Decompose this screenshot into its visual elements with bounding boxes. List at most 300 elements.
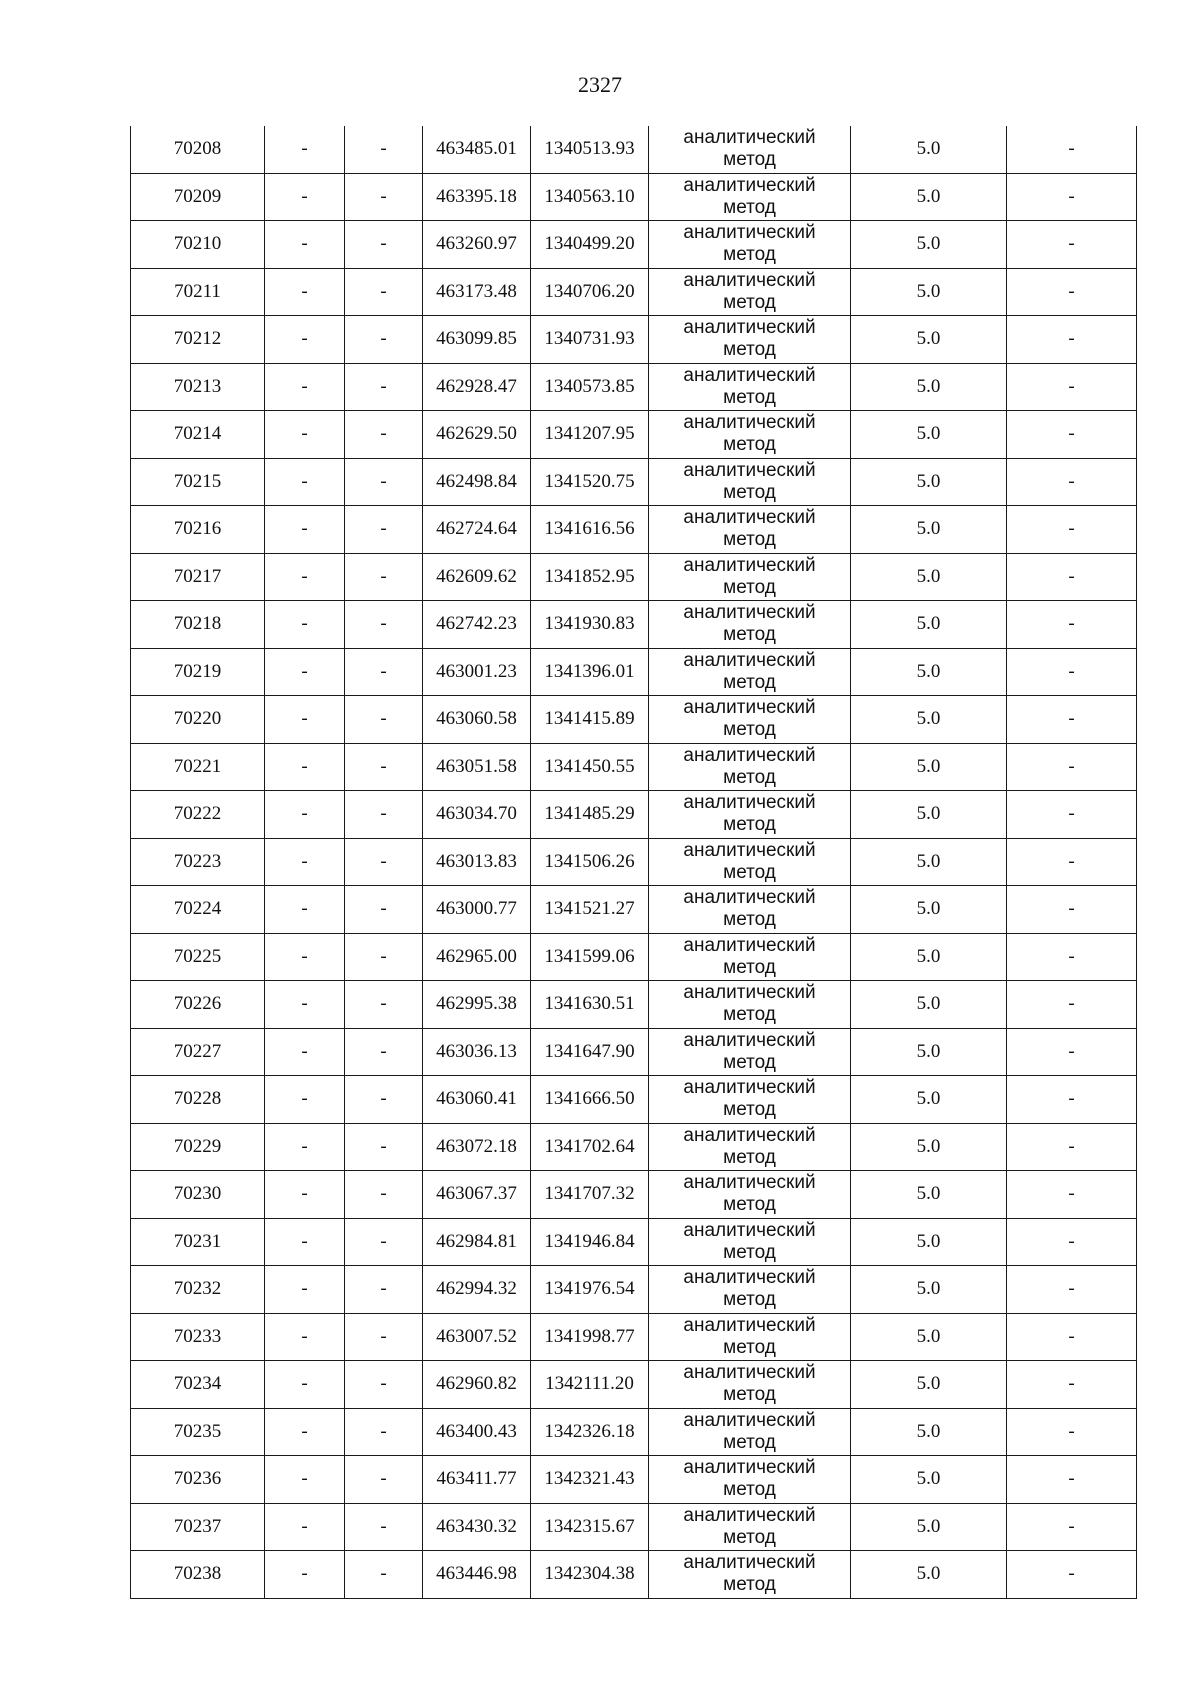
empty-col-2-cell: - — [265, 316, 345, 364]
method-line-2: метод — [723, 1431, 776, 1453]
empty-col-2-cell: - — [265, 648, 345, 696]
point-id-cell: 70221 — [131, 743, 265, 791]
method-cell — [649, 886, 851, 934]
note-cell: - — [1007, 173, 1137, 221]
accuracy-cell: 5.0 — [851, 411, 1007, 459]
method-line-2: метод — [723, 624, 776, 646]
point-id-cell: 70237 — [131, 1503, 265, 1551]
empty-col-3-cell: - — [345, 1266, 423, 1314]
method-line-1: аналитический — [683, 1172, 816, 1194]
note-cell: - — [1007, 981, 1137, 1029]
empty-col-2-cell: - — [265, 268, 345, 316]
y-coordinate-cell: 1341630.51 — [531, 981, 649, 1029]
method-line-2: метод — [723, 1526, 776, 1548]
x-coordinate-cell: 462965.00 — [423, 933, 531, 981]
point-id-cell: 70214 — [131, 411, 265, 459]
method-cell — [649, 1313, 851, 1361]
method-line-1: аналитический — [683, 1267, 816, 1289]
method-cell — [649, 506, 851, 554]
accuracy-cell: 5.0 — [851, 126, 1007, 173]
method-line-2: метод — [723, 1099, 776, 1121]
empty-col-3-cell: - — [345, 886, 423, 934]
x-coordinate-cell: 462742.23 — [423, 601, 531, 649]
point-id-cell: 70228 — [131, 1076, 265, 1124]
empty-col-3-cell: - — [345, 981, 423, 1029]
method-line-1: аналитический — [683, 269, 816, 291]
method-cell — [649, 1456, 851, 1504]
accuracy-cell: 5.0 — [851, 268, 1007, 316]
method-cell — [649, 458, 851, 506]
method-line-2: метод — [723, 1479, 776, 1501]
note-cell: - — [1007, 1171, 1137, 1219]
x-coordinate-cell: 463013.83 — [423, 838, 531, 886]
empty-col-2-cell: - — [265, 1361, 345, 1409]
empty-col-2-cell: - — [265, 553, 345, 601]
point-id-cell: 70209 — [131, 173, 265, 221]
table-row — [131, 316, 1137, 364]
empty-col-3-cell: - — [345, 1123, 423, 1171]
accuracy-cell: 5.0 — [851, 791, 1007, 839]
table-row — [131, 268, 1137, 316]
empty-col-3-cell: - — [345, 1361, 423, 1409]
note-cell: - — [1007, 506, 1137, 554]
method-line-1: аналитический — [683, 1314, 816, 1336]
method-line-2: метод — [723, 1384, 776, 1406]
empty-col-2-cell: - — [265, 696, 345, 744]
empty-col-3-cell: - — [345, 1076, 423, 1124]
method-line-1: аналитический — [683, 222, 816, 244]
method-line-1: аналитический — [683, 1029, 816, 1051]
empty-col-2-cell: - — [265, 173, 345, 221]
point-id-cell: 70212 — [131, 316, 265, 364]
empty-col-2-cell: - — [265, 601, 345, 649]
accuracy-cell: 5.0 — [851, 1028, 1007, 1076]
point-id-cell: 70231 — [131, 1218, 265, 1266]
x-coordinate-cell: 462928.47 — [423, 363, 531, 411]
accuracy-cell: 5.0 — [851, 648, 1007, 696]
table-row — [131, 601, 1137, 649]
x-coordinate-cell: 463400.43 — [423, 1408, 531, 1456]
note-cell: - — [1007, 743, 1137, 791]
x-coordinate-cell: 462995.38 — [423, 981, 531, 1029]
method-line-1: аналитический — [683, 1362, 816, 1384]
empty-col-3-cell: - — [345, 743, 423, 791]
table-row — [131, 791, 1137, 839]
method-line-2: метод — [723, 909, 776, 931]
empty-col-2-cell: - — [265, 1218, 345, 1266]
note-cell: - — [1007, 838, 1137, 886]
method-line-1: аналитический — [683, 1124, 816, 1146]
note-cell: - — [1007, 1551, 1137, 1599]
empty-col-3-cell: - — [345, 316, 423, 364]
x-coordinate-cell: 462498.84 — [423, 458, 531, 506]
note-cell: - — [1007, 1408, 1137, 1456]
empty-col-2-cell: - — [265, 1028, 345, 1076]
x-coordinate-cell: 463173.48 — [423, 268, 531, 316]
table-row — [131, 648, 1137, 696]
note-cell: - — [1007, 696, 1137, 744]
x-coordinate-cell: 463411.77 — [423, 1456, 531, 1504]
method-cell — [649, 411, 851, 459]
accuracy-cell: 5.0 — [851, 1123, 1007, 1171]
note-cell: - — [1007, 363, 1137, 411]
accuracy-cell: 5.0 — [851, 838, 1007, 886]
empty-col-2-cell: - — [265, 506, 345, 554]
note-cell: - — [1007, 1456, 1137, 1504]
empty-col-2-cell: - — [265, 791, 345, 839]
empty-col-3-cell: - — [345, 411, 423, 459]
table-row — [131, 981, 1137, 1029]
method-line-1: аналитический — [683, 127, 816, 149]
y-coordinate-cell: 1341415.89 — [531, 696, 649, 744]
table-row — [131, 458, 1137, 506]
x-coordinate-cell: 463036.13 — [423, 1028, 531, 1076]
accuracy-cell: 5.0 — [851, 1076, 1007, 1124]
empty-col-3-cell: - — [345, 1171, 423, 1219]
y-coordinate-cell: 1341976.54 — [531, 1266, 649, 1314]
empty-col-3-cell: - — [345, 696, 423, 744]
accuracy-cell: 5.0 — [851, 1551, 1007, 1599]
accuracy-cell: 5.0 — [851, 1266, 1007, 1314]
point-id-cell: 70232 — [131, 1266, 265, 1314]
empty-col-2-cell: - — [265, 1551, 345, 1599]
note-cell: - — [1007, 126, 1137, 173]
accuracy-cell: 5.0 — [851, 173, 1007, 221]
empty-col-3-cell: - — [345, 553, 423, 601]
empty-col-2-cell: - — [265, 1503, 345, 1551]
empty-col-3-cell: - — [345, 126, 423, 173]
point-id-cell: 70230 — [131, 1171, 265, 1219]
note-cell: - — [1007, 316, 1137, 364]
coordinates-table — [130, 126, 1137, 1599]
method-line-2: метод — [723, 814, 776, 836]
table-row — [131, 173, 1137, 221]
method-line-2: метод — [723, 766, 776, 788]
accuracy-cell: 5.0 — [851, 933, 1007, 981]
table-row — [131, 221, 1137, 269]
empty-col-3-cell: - — [345, 1551, 423, 1599]
point-id-cell: 70234 — [131, 1361, 265, 1409]
table-row — [131, 1408, 1137, 1456]
empty-col-2-cell: - — [265, 1171, 345, 1219]
empty-col-2-cell: - — [265, 126, 345, 173]
method-line-2: метод — [723, 576, 776, 598]
y-coordinate-cell: 1342304.38 — [531, 1551, 649, 1599]
note-cell: - — [1007, 601, 1137, 649]
point-id-cell: 70225 — [131, 933, 265, 981]
note-cell: - — [1007, 411, 1137, 459]
y-coordinate-cell: 1342321.43 — [531, 1456, 649, 1504]
method-cell — [649, 173, 851, 221]
point-id-cell: 70226 — [131, 981, 265, 1029]
x-coordinate-cell: 463485.01 — [423, 126, 531, 173]
method-cell — [649, 1361, 851, 1409]
empty-col-3-cell: - — [345, 648, 423, 696]
accuracy-cell: 5.0 — [851, 1456, 1007, 1504]
note-cell: - — [1007, 268, 1137, 316]
empty-col-3-cell: - — [345, 1218, 423, 1266]
point-id-cell: 70211 — [131, 268, 265, 316]
method-cell — [649, 696, 851, 744]
empty-col-3-cell: - — [345, 1503, 423, 1551]
table-row — [131, 1171, 1137, 1219]
empty-col-3-cell: - — [345, 458, 423, 506]
accuracy-cell: 5.0 — [851, 1171, 1007, 1219]
note-cell: - — [1007, 1218, 1137, 1266]
method-cell — [649, 1503, 851, 1551]
x-coordinate-cell: 463001.23 — [423, 648, 531, 696]
table-row — [131, 1361, 1137, 1409]
method-cell — [649, 1028, 851, 1076]
method-cell — [649, 363, 851, 411]
note-cell: - — [1007, 553, 1137, 601]
empty-col-2-cell: - — [265, 1123, 345, 1171]
table-row — [131, 1456, 1137, 1504]
table-row — [131, 886, 1137, 934]
empty-col-2-cell: - — [265, 458, 345, 506]
accuracy-cell: 5.0 — [851, 601, 1007, 649]
point-id-cell: 70223 — [131, 838, 265, 886]
method-line-2: метод — [723, 339, 776, 361]
note-cell: - — [1007, 458, 1137, 506]
x-coordinate-cell: 463260.97 — [423, 221, 531, 269]
method-cell — [649, 1171, 851, 1219]
y-coordinate-cell: 1341520.75 — [531, 458, 649, 506]
y-coordinate-cell: 1340563.10 — [531, 173, 649, 221]
note-cell: - — [1007, 1076, 1137, 1124]
note-cell: - — [1007, 886, 1137, 934]
method-cell — [649, 1266, 851, 1314]
method-cell — [649, 838, 851, 886]
x-coordinate-cell: 462724.64 — [423, 506, 531, 554]
empty-col-3-cell: - — [345, 791, 423, 839]
accuracy-cell: 5.0 — [851, 363, 1007, 411]
method-cell — [649, 1551, 851, 1599]
accuracy-cell: 5.0 — [851, 886, 1007, 934]
accuracy-cell: 5.0 — [851, 316, 1007, 364]
method-line-2: метод — [723, 1336, 776, 1358]
x-coordinate-cell: 463067.37 — [423, 1171, 531, 1219]
note-cell: - — [1007, 933, 1137, 981]
y-coordinate-cell: 1341930.83 — [531, 601, 649, 649]
method-line-2: метод — [723, 1004, 776, 1026]
point-id-cell: 70236 — [131, 1456, 265, 1504]
x-coordinate-cell: 463099.85 — [423, 316, 531, 364]
method-line-1: аналитический — [683, 887, 816, 909]
x-coordinate-cell: 463072.18 — [423, 1123, 531, 1171]
empty-col-3-cell: - — [345, 363, 423, 411]
empty-col-3-cell: - — [345, 1456, 423, 1504]
method-cell — [649, 316, 851, 364]
empty-col-3-cell: - — [345, 268, 423, 316]
accuracy-cell: 5.0 — [851, 743, 1007, 791]
method-cell — [649, 743, 851, 791]
y-coordinate-cell: 1341666.50 — [531, 1076, 649, 1124]
note-cell: - — [1007, 1123, 1137, 1171]
x-coordinate-cell: 463034.70 — [423, 791, 531, 839]
method-line-1: аналитический — [683, 317, 816, 339]
y-coordinate-cell: 1341599.06 — [531, 933, 649, 981]
note-cell: - — [1007, 1503, 1137, 1551]
table-row — [131, 411, 1137, 459]
point-id-cell: 70220 — [131, 696, 265, 744]
point-id-cell: 70218 — [131, 601, 265, 649]
method-line-1: аналитический — [683, 459, 816, 481]
point-id-cell: 70222 — [131, 791, 265, 839]
point-id-cell: 70210 — [131, 221, 265, 269]
empty-col-2-cell: - — [265, 886, 345, 934]
empty-col-2-cell: - — [265, 1266, 345, 1314]
y-coordinate-cell: 1341521.27 — [531, 886, 649, 934]
method-cell — [649, 221, 851, 269]
y-coordinate-cell: 1341485.29 — [531, 791, 649, 839]
method-line-1: аналитический — [683, 792, 816, 814]
method-line-1: аналитический — [683, 1552, 816, 1574]
y-coordinate-cell: 1341852.95 — [531, 553, 649, 601]
empty-col-2-cell: - — [265, 411, 345, 459]
method-line-2: метод — [723, 1051, 776, 1073]
note-cell: - — [1007, 1028, 1137, 1076]
x-coordinate-cell: 462960.82 — [423, 1361, 531, 1409]
y-coordinate-cell: 1341707.32 — [531, 1171, 649, 1219]
empty-col-2-cell: - — [265, 1076, 345, 1124]
method-cell — [649, 601, 851, 649]
empty-col-2-cell: - — [265, 221, 345, 269]
y-coordinate-cell: 1341506.26 — [531, 838, 649, 886]
x-coordinate-cell: 463446.98 — [423, 1551, 531, 1599]
table-row — [131, 506, 1137, 554]
table-row — [131, 1503, 1137, 1551]
point-id-cell: 70235 — [131, 1408, 265, 1456]
note-cell: - — [1007, 1313, 1137, 1361]
table-row — [131, 838, 1137, 886]
method-line-1: аналитический — [683, 174, 816, 196]
point-id-cell: 70238 — [131, 1551, 265, 1599]
point-id-cell: 70216 — [131, 506, 265, 554]
method-cell — [649, 268, 851, 316]
x-coordinate-cell: 463060.58 — [423, 696, 531, 744]
method-line-2: метод — [723, 719, 776, 741]
method-line-2: метод — [723, 1574, 776, 1596]
method-line-1: аналитический — [683, 364, 816, 386]
method-line-1: аналитический — [683, 1457, 816, 1479]
y-coordinate-cell: 1341396.01 — [531, 648, 649, 696]
point-id-cell: 70219 — [131, 648, 265, 696]
method-line-2: метод — [723, 671, 776, 693]
method-line-2: метод — [723, 291, 776, 313]
empty-col-3-cell: - — [345, 1408, 423, 1456]
method-line-2: метод — [723, 1289, 776, 1311]
method-line-1: аналитический — [683, 649, 816, 671]
table-row — [131, 1076, 1137, 1124]
accuracy-cell: 5.0 — [851, 981, 1007, 1029]
method-line-1: аналитический — [683, 1077, 816, 1099]
method-line-2: метод — [723, 1146, 776, 1168]
method-line-1: аналитический — [683, 554, 816, 576]
empty-col-3-cell: - — [345, 933, 423, 981]
empty-col-2-cell: - — [265, 981, 345, 1029]
x-coordinate-cell: 462984.81 — [423, 1218, 531, 1266]
empty-col-2-cell: - — [265, 1313, 345, 1361]
method-cell — [649, 981, 851, 1029]
empty-col-2-cell: - — [265, 933, 345, 981]
y-coordinate-cell: 1341702.64 — [531, 1123, 649, 1171]
accuracy-cell: 5.0 — [851, 696, 1007, 744]
y-coordinate-cell: 1341616.56 — [531, 506, 649, 554]
note-cell: - — [1007, 221, 1137, 269]
method-line-2: метод — [723, 434, 776, 456]
table-row — [131, 363, 1137, 411]
accuracy-cell: 5.0 — [851, 553, 1007, 601]
method-line-2: метод — [723, 956, 776, 978]
point-id-cell: 70233 — [131, 1313, 265, 1361]
y-coordinate-cell: 1341647.90 — [531, 1028, 649, 1076]
note-cell: - — [1007, 648, 1137, 696]
y-coordinate-cell: 1340513.93 — [531, 126, 649, 173]
method-cell — [649, 1218, 851, 1266]
y-coordinate-cell: 1340731.93 — [531, 316, 649, 364]
method-cell — [649, 126, 851, 173]
note-cell: - — [1007, 791, 1137, 839]
method-line-1: аналитический — [683, 744, 816, 766]
method-line-1: аналитический — [683, 839, 816, 861]
empty-col-2-cell: - — [265, 1456, 345, 1504]
method-line-2: метод — [723, 386, 776, 408]
accuracy-cell: 5.0 — [851, 458, 1007, 506]
table-row — [131, 933, 1137, 981]
table-row — [131, 743, 1137, 791]
method-line-2: метод — [723, 481, 776, 503]
method-line-2: метод — [723, 196, 776, 218]
method-cell — [649, 648, 851, 696]
x-coordinate-cell: 463000.77 — [423, 886, 531, 934]
x-coordinate-cell: 462994.32 — [423, 1266, 531, 1314]
method-line-1: аналитический — [683, 1219, 816, 1241]
method-line-2: метод — [723, 244, 776, 266]
accuracy-cell: 5.0 — [851, 506, 1007, 554]
point-id-cell: 70224 — [131, 886, 265, 934]
table-row — [131, 1028, 1137, 1076]
y-coordinate-cell: 1341207.95 — [531, 411, 649, 459]
point-id-cell: 70217 — [131, 553, 265, 601]
empty-col-3-cell: - — [345, 1028, 423, 1076]
method-line-2: метод — [723, 861, 776, 883]
y-coordinate-cell: 1340573.85 — [531, 363, 649, 411]
table-row — [131, 696, 1137, 744]
method-cell — [649, 791, 851, 839]
accuracy-cell: 5.0 — [851, 1313, 1007, 1361]
y-coordinate-cell: 1340499.20 — [531, 221, 649, 269]
point-id-cell: 70227 — [131, 1028, 265, 1076]
table-row — [131, 553, 1137, 601]
x-coordinate-cell: 463395.18 — [423, 173, 531, 221]
note-cell: - — [1007, 1361, 1137, 1409]
method-line-2: метод — [723, 1194, 776, 1216]
table-row — [131, 1218, 1137, 1266]
page-number: 2327 — [578, 72, 622, 97]
x-coordinate-cell: 463430.32 — [423, 1503, 531, 1551]
method-cell — [649, 1123, 851, 1171]
note-cell: - — [1007, 1266, 1137, 1314]
method-line-1: аналитический — [683, 1504, 816, 1526]
method-cell — [649, 553, 851, 601]
accuracy-cell: 5.0 — [851, 1361, 1007, 1409]
y-coordinate-cell: 1341946.84 — [531, 1218, 649, 1266]
empty-col-2-cell: - — [265, 838, 345, 886]
method-line-1: аналитический — [683, 697, 816, 719]
x-coordinate-cell: 462629.50 — [423, 411, 531, 459]
method-cell — [649, 933, 851, 981]
